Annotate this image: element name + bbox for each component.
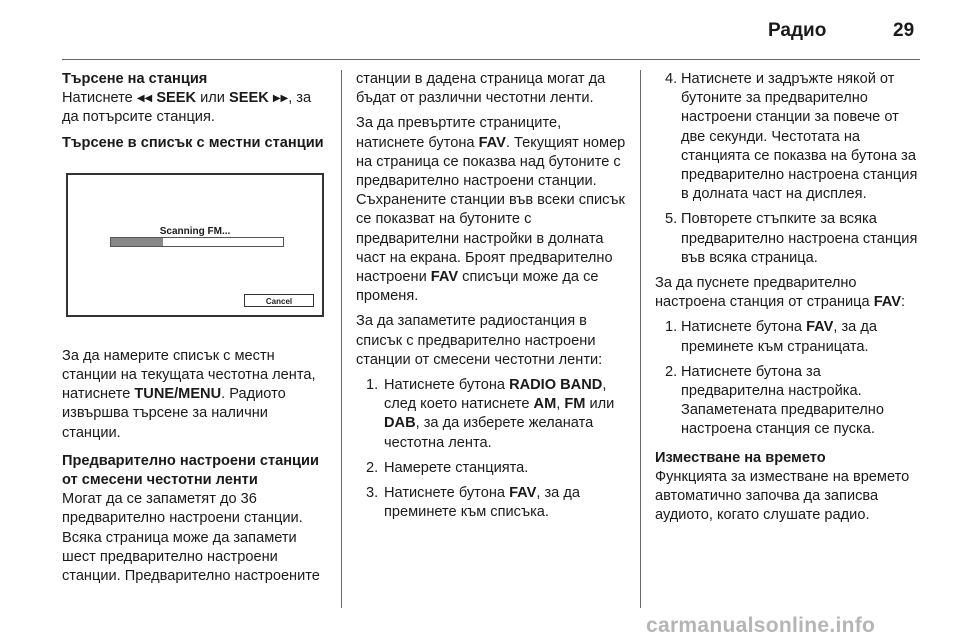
scanning-label: Scanning FM... xyxy=(159,225,231,237)
search-station-heading: Търсене на станция xyxy=(62,71,208,87)
page-header-title: Радио xyxy=(768,20,827,41)
local-list-text: За да намерите списък с местн станции на текущата честотна лента, натиснете TUNE/MENU. Радиото извършва търсене за налични станции. xyxy=(62,347,316,441)
list-item: 2. Намерете станцията. xyxy=(366,459,529,476)
presets-continued-text: станции в дадена страница могат да бъдат от различни честотни ленти. xyxy=(356,71,606,107)
search-station-text: Натиснете ◀◀ SEEK или SEEK ▶▶, за да потърсите станция. xyxy=(62,90,312,126)
list-item: 1. Натиснете бутона FAV, за да преминете към страницата. xyxy=(665,319,877,355)
local-list-heading: Търсене в списък с местни станции xyxy=(62,134,324,151)
column-divider-2 xyxy=(640,70,641,608)
presets-heading: Предварително настроени станции от смесени честотни ленти xyxy=(62,452,319,489)
page-number: 29 xyxy=(893,20,915,41)
scan-progress-bar xyxy=(110,237,284,247)
scan-progress-fill xyxy=(111,238,163,246)
list-item: 1. Натиснете бутона RADIO BAND, след което натиснете AM, FM или DAB, за да изберете желаната честотна лента. xyxy=(366,377,615,451)
play-intro-text: За да пуснете предварително настроена станция от страница FAV: xyxy=(655,275,906,311)
scanning-screen-illustration xyxy=(66,173,324,317)
switch-pages-text: За да превъртите страниците, натиснете бутона FAV. Текущият номер на страница се показва над бутоните с предварително настроени станции. Съхранените станции във всеки списък се показват на бутоните с предварителни настройки в долната част на екрана. Броят предварително настроени FAV списъци може да се променя. xyxy=(356,115,626,305)
timeshift-heading: Изместване на времето xyxy=(655,449,826,466)
watermark: carmanualsonline.info xyxy=(646,614,876,637)
list-item: 5. Повторете стъпките за всяка предварително настроена станция във всяка страница. xyxy=(665,211,918,266)
list-item: 2. Натиснете бутона за предварителна настройка. Запаметената предварително настроена станция се пуска. xyxy=(665,363,884,438)
seek-forward-icon: ▶▶ xyxy=(272,93,289,105)
save-steps-list-continued xyxy=(655,70,925,268)
list-item: 3. Натиснете бутона FAV, за да преминете към списъка. xyxy=(366,485,580,521)
presets-text: Могат да се запаметят до 36 предварително настроени станции. Всяка страница може да запамети шест предварително настроени станции. Предварително настроените xyxy=(62,491,320,585)
header-rule xyxy=(62,59,920,60)
cancel-button[interactable]: Cancel xyxy=(244,294,314,307)
column-2 xyxy=(356,70,628,528)
list-item: 4. Натиснете и задръжте някой от бутоните за предварително настроени станции за повече от две секунди. Честотата на станцията се показва на бутона за предварително настроена станция в долната част на дисплея. xyxy=(665,71,918,203)
timeshift-text: Функцията за изместване на времето автоматично започва да записва аудиото, когато слушате радио. xyxy=(655,468,910,524)
save-intro-text: За да запаметите радиостанция в списък с предварително настроени станции от смесени честотни ленти: xyxy=(356,313,603,368)
save-steps-list xyxy=(356,376,628,522)
play-steps-list xyxy=(655,318,925,439)
seek-back-icon: ◀◀ xyxy=(136,93,153,105)
column-3 xyxy=(655,70,925,531)
column-divider-1 xyxy=(341,70,342,608)
column-1 xyxy=(62,70,330,592)
